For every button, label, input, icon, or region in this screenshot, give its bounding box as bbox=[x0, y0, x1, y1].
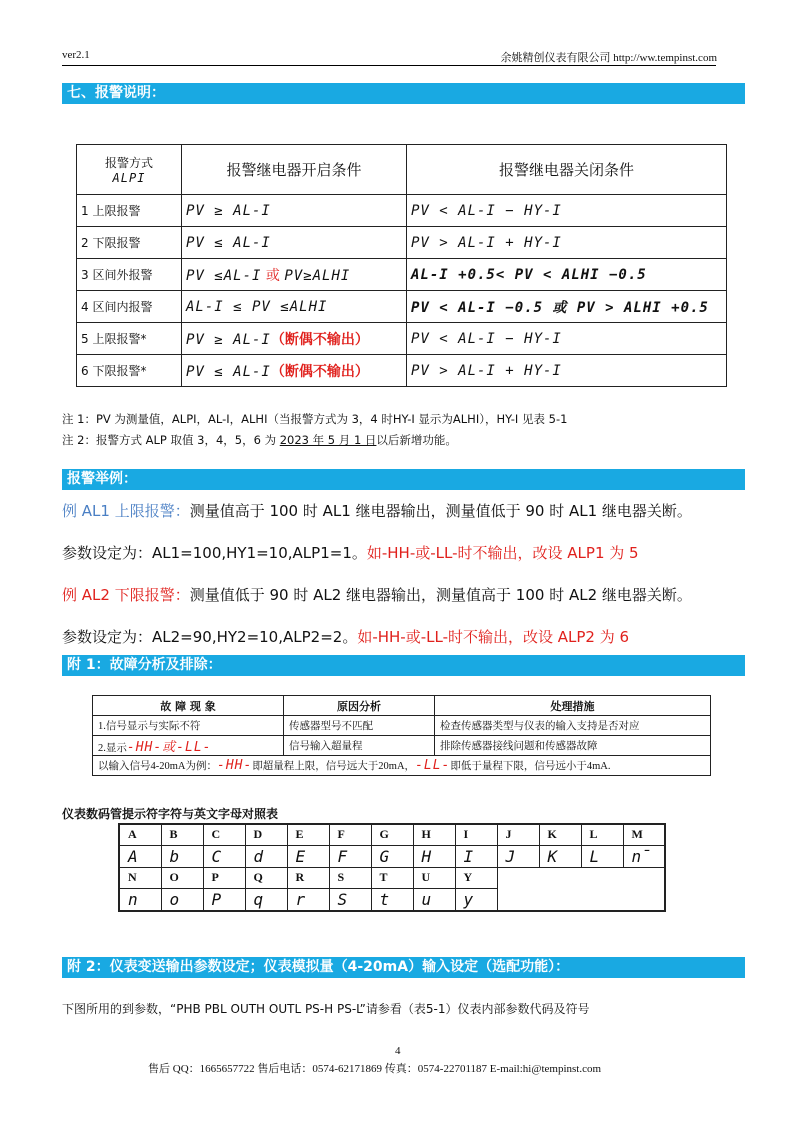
appendix1-title: 附 1：故障分析及排除： bbox=[62, 655, 745, 676]
table-row: 2.显示-HH-或-LL- 信号输入超量程 排除传感器接线问题和传感器故障 bbox=[93, 736, 711, 756]
appendix2-text: 下图所用的到参数，“PHB PBL OUTH OUTL PS-H PS-L”请参看（表5-1）仪表内部参数代码及符号 bbox=[62, 1002, 590, 1016]
alarm-table-close-header: 报警继电器关闭条件 bbox=[407, 145, 727, 195]
char-table bbox=[118, 823, 666, 912]
fault-table: 故 障 现 象 原因分析 处理措施 1.信号显示与实际不符 传感器型号不匹配 检查传感器类型与仪表的输入支持是否对应 2.显示-HH-或-LL- 信号输入超量程 排除传感器接线问题和传感器故障 以输入信号4-20mA为例：-HH-即超量程上限，信号远大于20mA，-LL-即低于量程下限，信号远小于4mA. bbox=[92, 695, 711, 776]
table-row: 以输入信号4-20mA为例：-HH-即超量程上限，信号远大于20mA，-LL-即低于量程下限，信号远小于4mA. bbox=[93, 756, 711, 776]
alarm-row: 5 上限报警* PV ≥ AL-I（断偶不输出） PV < AL-I − HY-I bbox=[77, 323, 727, 355]
alarm-table-mode-header: 报警方式 ALPI bbox=[77, 145, 182, 195]
char-row-glyphs: A b C d E F G H I J K L n̄ bbox=[119, 845, 665, 867]
header-company: 余姚精创仪表有限公司 http://ww.tempinst.com bbox=[500, 52, 717, 64]
appendix2-title: 附 2：仪表变送输出参数设定；仪表模拟量（4-20mA）输入设定（选配功能）： bbox=[62, 957, 745, 978]
table-row: 1.信号显示与实际不符 传感器型号不匹配 检查传感器类型与仪表的输入支持是否对应 bbox=[93, 716, 711, 736]
example-2-params: 参数设定为：AL2=90,HY2=10,ALP2=2。如-HH-或-LL-时不输出，改设 ALP2 为 6 bbox=[62, 628, 630, 646]
alarm-row: 2 下限报警 PV ≤ AL-I PV > AL-I + HY-I bbox=[77, 227, 727, 259]
header-version: ver2.1 bbox=[62, 49, 90, 61]
char-row-glyphs: n o P q r S t u y bbox=[119, 888, 665, 911]
alarm-row: 6 下限报警* PV ≤ AL-I（断偶不输出） PV > AL-I + HY-I bbox=[77, 355, 727, 387]
char-row-letters: A B C D E F G H I J K L M bbox=[119, 824, 665, 845]
note-1: 注 1：PV 为测量值，ALPI，AL-I，ALHI（当报警方式为 3，4 时HY-I 显示为ALHI），HY-I 见表 5-1 bbox=[62, 412, 568, 426]
example-1-params: 参数设定为：AL1=100,HY1=10,ALP1=1。如-HH-或-LL-时不输出，改设 ALP1 为 5 bbox=[62, 544, 639, 562]
alarm-row: 1 上限报警 PV ≥ AL-I PV < AL-I − HY-I bbox=[77, 195, 727, 227]
note-2: 注 2：报警方式 ALP 取值 3，4，5，6 为 2023 年 5 月 1 日以后新增功能。 bbox=[62, 433, 457, 447]
footer-contact: 售后 QQ：1665657722 售后电话：0574-62171869 传真：0574-22701187 E-mail:hi@tempinst.com bbox=[148, 1063, 602, 1075]
alarm-table bbox=[76, 144, 727, 387]
header-divider bbox=[62, 65, 716, 66]
alarm-row: 3 区间外报警 PV ≤AL-I 或 PV≥ALHI AL-I +0.5< PV < ALHI −0.5 bbox=[77, 259, 727, 291]
example-2: 例 AL2 下限报警：测量值低于 90 时 AL2 继电器输出，测量值高于 100 时 AL2 继电器关断。 bbox=[62, 586, 692, 604]
alarm-table-open-header: 报警继电器开启条件 bbox=[182, 145, 407, 195]
section7-title: 七、报警说明： bbox=[62, 83, 745, 104]
page-number: 4 bbox=[395, 1045, 401, 1057]
char-row-letters: N O P Q R S T U Y bbox=[119, 867, 665, 888]
examples-title: 报警举例： bbox=[62, 469, 745, 490]
alarm-row: 4 区间内报警 AL-I ≤ PV ≤ALHI PV < AL-I −0.5 或 PV > ALHI +0.5 bbox=[77, 291, 727, 323]
example-1: 例 AL1 上限报警：测量值高于 100 时 AL1 继电器输出，测量值低于 90 时 AL1 继电器关断。 bbox=[62, 502, 692, 520]
char-table-title: 仪表数码管提示符字符与英文字母对照表 bbox=[62, 807, 279, 821]
